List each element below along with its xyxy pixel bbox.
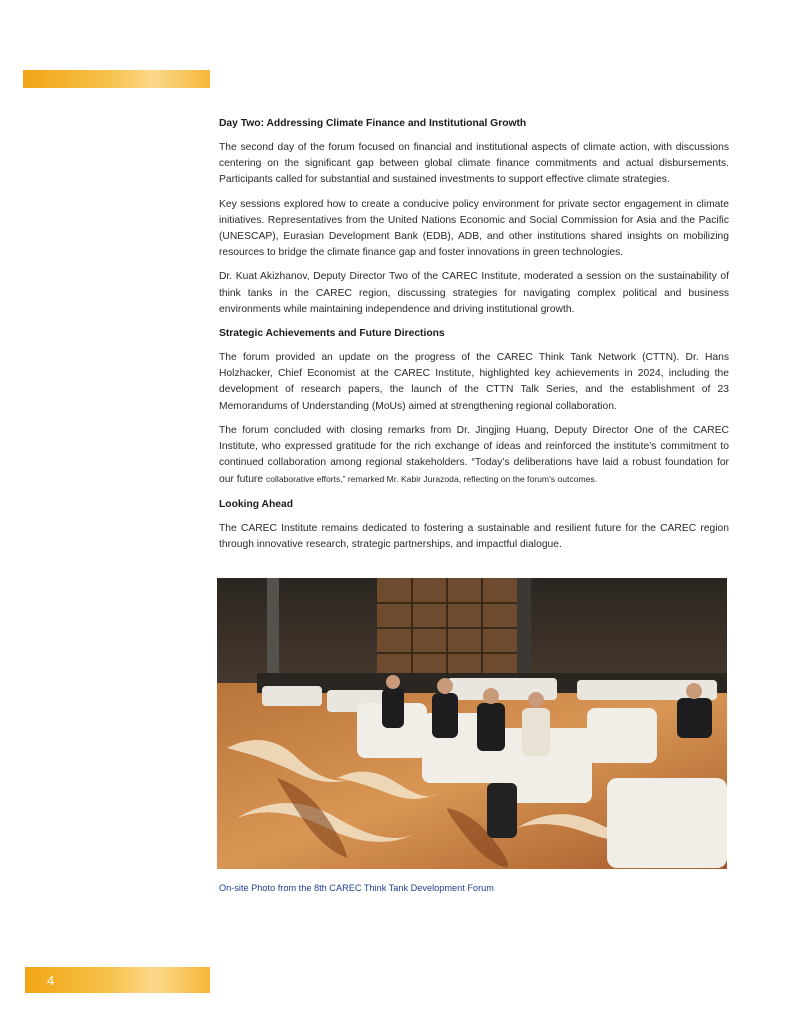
forum-photo-illustration [217,578,727,869]
article-body [219,116,729,561]
photo-caption: On-site Photo from the 8th CAREC Think Tank Development Forum [219,883,494,893]
closing-text-small: collaborative efforts,” remarked Mr. Kabir Jurazoda, reflecting on the forum’s outcomes. [265,474,598,485]
closing-text-main: The forum concluded with closing remarks from Dr. Jingjing Huang, Deputy Director One of the CAREC Institute, who expressed gratitude for the rich exchange of ideas and reinforced the institute’s commitment to continued collaboration among regional stakeholders. “Today’s deliberations have laid a robust foundation for our future [219,424,729,486]
paragraph: Dr. Kuat Akizhanov, Deputy Director Two of the CAREC Institute, moderated a session on the sustainability of think tanks in the CAREC region, discussing strategies for navigating complex political and business environments while maintaining independence and driving institutional growth. [219,271,729,315]
top-accent-bar [23,70,210,88]
paragraph: The forum provided an update on the progress of the CAREC Think Tank Network (CTTN). Dr. Hans Holzhacker, Chief Economist at the CAREC Institute, highlighted key achievements in 2024, including the development of research papers, the launch of the CTTN Talk Series, and the establishment of 23 Memorandums of Understanding (MoUs) aimed at strengthening regional collaboration. [219,352,729,412]
page-number: 4 [47,973,55,988]
paragraph: Key sessions explored how to create a conducive policy environment for private sector engagement in climate initiatives. Representatives from the United Nations Economic and Social Commission for Asia and the Pacific (UNESCAP), Eurasian Development Bank (EDB), ADB, and other institutions shared insights on mobilizing resources to bridge the climate finance gap and foster innovations in green technologies. [219,198,729,259]
paragraph: The second day of the forum focused on financial and institutional aspects of climate action, with discussions centering on the significant gap between global climate finance commitments and actual disbursements. Participants called for substantial and sustained investments to support effective climate strategies. [219,142,729,186]
closing-paragraph [219,423,729,489]
section-heading-looking-ahead: Looking Ahead [219,498,293,510]
footer-accent-bar [25,967,210,993]
forum-photo [217,578,727,869]
section-heading-strategic: Strategic Achievements and Future Directions [219,328,445,340]
paragraph: The CAREC Institute remains dedicated to fostering a sustainable and resilient future for the CAREC region through innovative research, strategic partnerships, and impactful dialogue. [219,522,729,550]
section-heading-day-two: Day Two: Addressing Climate Finance and Institutional Growth [219,118,527,129]
